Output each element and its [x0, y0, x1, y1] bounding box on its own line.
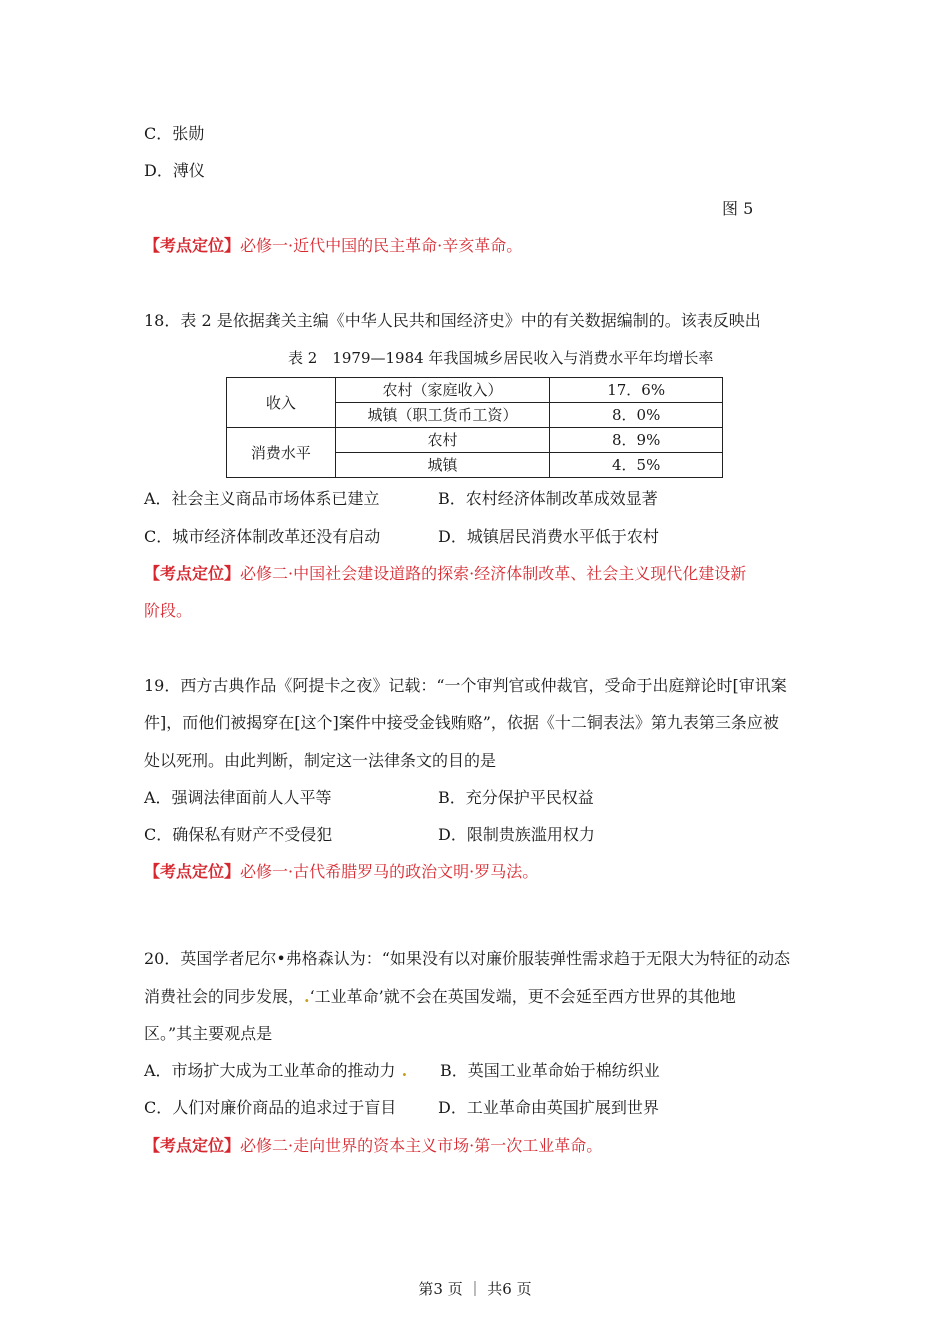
table-cell: 农村: [335, 428, 550, 453]
table-caption: 表 2 1979—1984 年我国城乡居民收入与消费水平年均增长率: [288, 349, 714, 367]
q20-option-b: B．英国工业革命始于棉纺织业: [440, 1061, 660, 1080]
q19-stem-line-1: 19．西方古典作品《阿提卡之夜》记载：“一个审判官或仲裁官，受命于出庭辩论时[审讯案: [144, 676, 787, 695]
key-point-text: 必修二·走向世界的资本主义市场·第一次工业革命。: [240, 1136, 603, 1155]
q18-key-point-continued: 阶段。: [144, 601, 193, 620]
q19-key-point: [144, 862, 538, 882]
q20-key-point: [144, 1136, 602, 1156]
q18-option-c: C．城市经济体制改革还没有启动: [144, 527, 381, 546]
annotation-dot: .: [304, 987, 310, 1006]
table-cell: 农村（家庭收入）: [335, 378, 550, 403]
table-cell: 4．5%: [550, 453, 723, 478]
q19-option-c: C．确保私有财产不受侵犯: [144, 825, 333, 844]
q18-option-d: D．城镇居民消费水平低于农村: [438, 527, 659, 546]
q19-option-b: B．充分保护平民权益: [438, 788, 594, 807]
table-cell: 城镇（职工货币工资）: [335, 403, 550, 428]
q18-option-a: A．社会主义商品市场体系已建立: [144, 489, 380, 508]
key-point-text: 必修二·中国社会建设道路的探索·经济体制改革、社会主义现代化建设新: [240, 564, 747, 583]
q20-option-d: D．工业革命由英国扩展到世界: [438, 1098, 659, 1117]
q19-stem-line-3: 处以死刑。由此判断，制定这一法律条文的目的是: [144, 751, 497, 770]
key-point-label: 【考点定位】: [144, 564, 241, 583]
q18-option-b: B．农村经济体制改革成效显著: [438, 489, 658, 508]
table-cell: 城镇: [335, 453, 550, 478]
annotation-dot: .: [401, 1061, 408, 1080]
q20-option-c: C．人们对廉价商品的追求过于盲目: [144, 1098, 397, 1117]
key-point-label: 【考点定位】: [144, 862, 241, 881]
q20-stem-text: ‘工业革命’就不会在英国发端，更不会延至西方世界的其他地: [309, 987, 736, 1006]
key-point-label: 【考点定位】: [144, 1136, 241, 1155]
q20-stem-text: 消费社会的同步发展，: [144, 987, 305, 1006]
table-cell: 8．0%: [550, 403, 723, 428]
q20-stem-line-3: 区。”其主要观点是: [144, 1024, 273, 1043]
q19-stem-line-2: 件]，而他们被揭穿在[这个]案件中接受金钱贿赂”，依据《十二铜表法》第九表第三条应被: [144, 713, 779, 732]
q20-option-a-text: A．市场扩大成为工业革命的推动力: [144, 1061, 396, 1080]
key-point-label: 【考点定位】: [144, 236, 241, 255]
key-point-text: 必修一·古代希腊罗马的政治文明·罗马法。: [240, 862, 539, 881]
q18-key-point: [144, 564, 746, 584]
table-cell: 17．6%: [550, 378, 723, 403]
q18-stem: 18．表 2 是依据龚关主编《中华人民共和国经济史》中的有关数据编制的。该表反映出: [144, 311, 761, 330]
q20-stem-line-1: 20．英国学者尼尔•弗格森认为：“如果没有以对廉价服装弹性需求趋于无限大为特征的动态: [144, 949, 790, 968]
figure-label: 图 5: [722, 199, 754, 218]
key-point-text: 必修一·近代中国的民主革命·辛亥革命。: [240, 236, 523, 255]
data-table: [226, 377, 723, 478]
table-group-income: 收入: [227, 378, 336, 428]
q20-stem-line-2: [144, 987, 736, 1007]
q19-option-a: A．强调法律面前人人平等: [144, 788, 332, 807]
table-row: [227, 428, 723, 453]
table-cell: 8．9%: [550, 428, 723, 453]
table-row: [227, 378, 723, 403]
page-footer: 第3 页 ｜ 共6 页: [418, 1280, 532, 1298]
q17-option-d: D．溥仪: [144, 161, 205, 180]
q17-option-c: C．张勋: [144, 124, 205, 143]
q19-option-d: D．限制贵族滥用权力: [438, 825, 595, 844]
table-group-consumption: 消费水平: [227, 428, 336, 478]
q20-option-a: [144, 1061, 407, 1081]
q17-key-point: [144, 236, 522, 256]
